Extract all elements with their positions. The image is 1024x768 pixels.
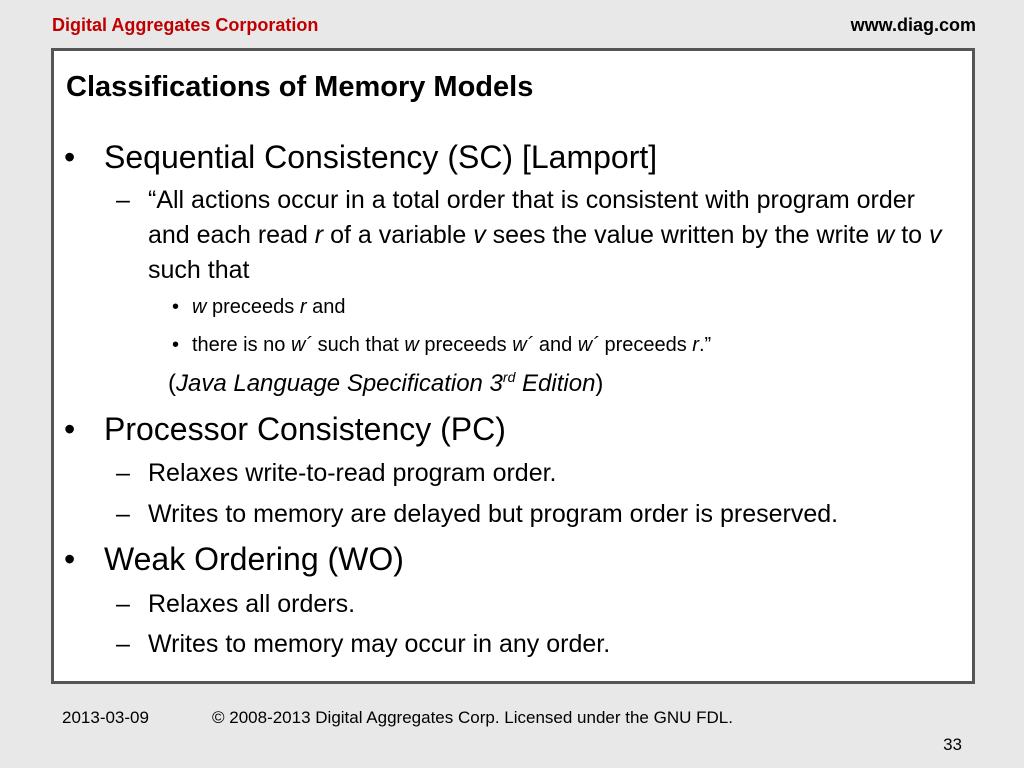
quote-text: of a variable: [323, 221, 474, 249]
pc-item-text: Writes to memory are delayed but program order is preserved.: [148, 500, 839, 528]
dash-bullet: –: [116, 500, 130, 528]
bullet-dot: •: [172, 334, 180, 356]
footer-date: 2013-03-09: [62, 708, 149, 727]
footer-copyright: © 2008-2013 Digital Aggregates Corp. Licensed under the GNU FDL.: [212, 708, 733, 727]
var-r: r: [692, 334, 699, 356]
var-w-prime: w´: [577, 334, 599, 356]
bullet-pc: [64, 411, 506, 448]
sc-quote: [116, 183, 958, 288]
citation-superscript: rd: [502, 369, 516, 385]
sub-text: preceeds: [206, 296, 300, 318]
sub-text: such that: [312, 334, 405, 356]
dash-bullet: –: [116, 590, 130, 618]
bullet-dot: •: [64, 541, 76, 577]
sub-text: .”: [698, 334, 712, 356]
bullet-sc: [64, 139, 658, 176]
sc-sub-item-1: [172, 296, 346, 319]
var-w-prime: w´: [290, 334, 313, 356]
quote-text: “All actions occur in a total order that is consistent with program order and each read: [148, 186, 916, 249]
citation-paren: ): [595, 370, 604, 397]
bullet-dot: •: [172, 296, 180, 318]
sub-text: preceeds: [598, 334, 693, 356]
dash-bullet: –: [116, 186, 130, 214]
var-v: v: [929, 221, 942, 249]
var-w: w: [876, 221, 895, 249]
dash-bullet: –: [116, 459, 130, 487]
pc-item-text: Relaxes write-to-read program order.: [148, 459, 557, 487]
citation-paren: (: [168, 370, 176, 397]
wo-item-text: Writes to memory may occur in any order.: [148, 630, 611, 658]
bullet-dot: •: [64, 139, 76, 175]
var-r: r: [299, 296, 307, 318]
wo-item-text: Relaxes all orders.: [148, 590, 356, 618]
var-w: w: [192, 296, 207, 318]
slide-title: Classifications of Memory Models: [66, 71, 534, 103]
quote-text: sees the value written by the write: [485, 221, 877, 249]
citation-title: Java Language Specification 3: [176, 370, 503, 397]
var-w: w: [404, 334, 419, 356]
quote-text: to: [894, 221, 929, 249]
bullet-dot: •: [64, 411, 76, 447]
slide-panel: [51, 48, 975, 684]
citation: [168, 369, 603, 398]
bullet-wo: [64, 541, 404, 578]
sub-text: and: [533, 334, 578, 356]
var-v: v: [473, 221, 486, 249]
sc-sub-item-2: [172, 334, 712, 357]
wo-heading: Weak Ordering (WO): [104, 541, 404, 577]
pc-item-2: [116, 497, 958, 532]
dash-bullet: –: [116, 630, 130, 658]
company-url[interactable]: www.diag.com: [850, 15, 976, 35]
var-w-prime: w´: [512, 334, 534, 356]
sub-text: there is no: [192, 334, 291, 356]
citation-edition: Edition: [515, 370, 596, 397]
sc-heading: Sequential Consistency (SC) [Lamport]: [104, 139, 658, 175]
quote-text: such that: [148, 256, 250, 284]
pc-heading: Processor Consistency (PC): [104, 411, 506, 447]
var-r: r: [314, 221, 324, 249]
wo-item-1: [116, 587, 958, 622]
sub-text: preceeds: [418, 334, 513, 356]
pc-item-1: [116, 456, 958, 491]
sub-text: and: [306, 296, 346, 318]
company-name: Digital Aggregates Corporation: [52, 15, 319, 35]
page-number: 33: [943, 735, 962, 754]
wo-item-2: [116, 627, 958, 662]
